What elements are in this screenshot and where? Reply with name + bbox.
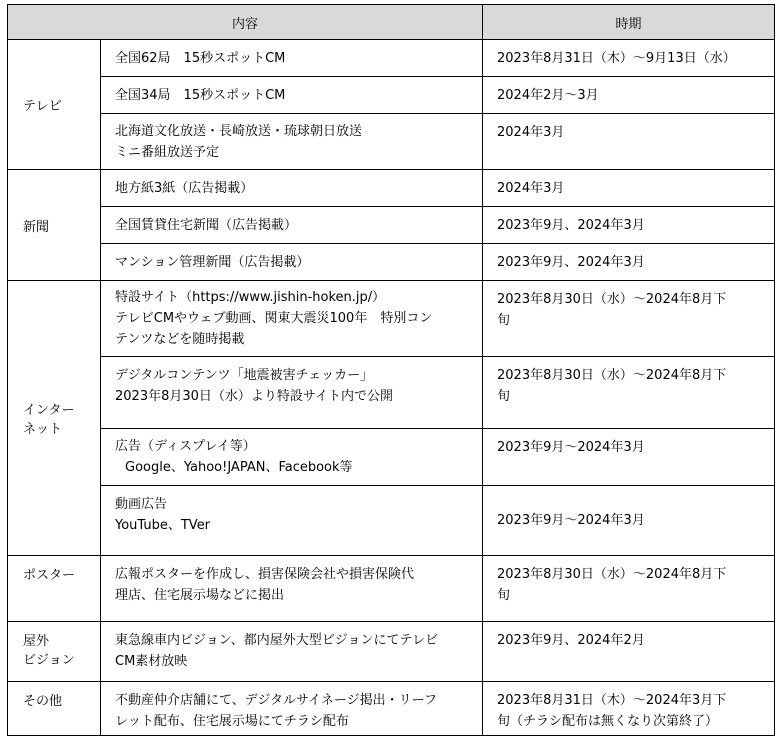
- period-text: 2023年8月30日（水）～2024年8月下: [497, 292, 727, 307]
- header-row: [8, 5, 775, 40]
- content-cell: [101, 622, 483, 682]
- period-text: 2023年8月31日（木）～9月13日（水）: [497, 50, 736, 66]
- period-text: 2024年2月～3月: [497, 87, 599, 103]
- content-cell: [101, 281, 483, 357]
- content-cell: [101, 556, 483, 622]
- period-text: 旬（チラシ配布は無くなり次第終了）: [497, 714, 719, 729]
- content-text: 不動産仲介店舗にて、デジタルサイネージ掲出・リーフ: [115, 693, 438, 708]
- media-label-line: ネット: [23, 422, 63, 437]
- period-cell: [483, 486, 775, 556]
- content-cell: [101, 207, 483, 244]
- header-period: 時期: [483, 5, 775, 40]
- period-text: 2023年9月、2024年2月: [497, 633, 645, 648]
- period-cell: [483, 682, 775, 736]
- content-text: マンション管理新聞（広告掲載）: [115, 254, 310, 270]
- content-text: デジタルコンテンツ「地震被害チェッカー」: [115, 368, 374, 383]
- period-text: 旬: [497, 588, 511, 603]
- period-text: 2023年8月30日（水）～2024年8月下: [497, 368, 727, 383]
- table-row: [8, 622, 775, 682]
- table-row: [8, 244, 775, 281]
- content-text: テンツなどを随時掲載: [115, 332, 245, 347]
- content-text: 全国賃貸住宅新聞（広告掲載）: [115, 217, 298, 233]
- header-content: 内容: [8, 5, 483, 40]
- media-label: その他: [8, 682, 101, 736]
- table-row: [8, 486, 775, 556]
- content-text: レット配布、住宅展示場にてチラシ配布: [115, 714, 349, 729]
- content-text: CM素材放映: [115, 654, 188, 669]
- period-text: 2023年8月31日（木）～2024年3月下: [497, 693, 727, 708]
- content-cell: [101, 114, 483, 170]
- period-cell: [483, 244, 775, 281]
- period-text: 2023年9月～2024年3月: [497, 440, 645, 455]
- period-cell: [483, 207, 775, 244]
- content-text: 理店、住宅展示場などに掲出: [115, 588, 285, 603]
- content-text: 全国62局 15秒スポットCM: [115, 50, 286, 66]
- table-row: [8, 40, 775, 77]
- period-text: 2024年3月: [497, 180, 565, 196]
- table-row: [8, 170, 775, 207]
- media-label: [8, 622, 101, 682]
- table-row: [8, 207, 775, 244]
- content-cell: [101, 357, 483, 429]
- period-text: 2024年3月: [497, 125, 565, 140]
- period-text: 2023年9月、2024年3月: [497, 217, 645, 233]
- content-text: YouTube、TVer: [115, 518, 211, 533]
- period-cell: [483, 622, 775, 682]
- content-cell: [101, 429, 483, 486]
- period-text: 2023年9月～2024年3月: [497, 513, 645, 528]
- content-cell: [101, 77, 483, 114]
- content-cell: [101, 244, 483, 281]
- content-cell: [101, 40, 483, 77]
- media-label-line: 屋外: [23, 634, 50, 649]
- media-label: [8, 281, 101, 556]
- content-text: 動画広告: [115, 497, 168, 512]
- content-text: 地方紙3紙（広告掲載）: [115, 180, 254, 196]
- content-text: 広報ポスターを作成し、損害保険会社や損害保険代: [115, 567, 415, 582]
- content-text: 北海道文化放送・長崎放送・琉球朝日放送: [115, 123, 363, 139]
- period-cell: [483, 40, 775, 77]
- content-text: 広告（ディスプレイ等）: [115, 439, 256, 454]
- period-cell: [483, 556, 775, 622]
- content-text: 全国34局 15秒スポットCM: [115, 87, 286, 103]
- content-text: テレビCMやウェブ動画、関東大震災100年 特別コン: [115, 311, 433, 326]
- content-text: Google、Yahoo!JAPAN、Facebook等: [125, 460, 353, 475]
- content-text: 2023年8月30日（水）より特設サイト内で公開: [115, 389, 393, 404]
- period-cell: [483, 77, 775, 114]
- period-text: 2023年9月、2024年3月: [497, 254, 645, 270]
- content-cell: [101, 486, 483, 556]
- media-label: 新聞: [8, 170, 101, 281]
- media-schedule-table: [7, 4, 775, 736]
- content-cell: [101, 682, 483, 736]
- period-cell: [483, 281, 775, 357]
- period-cell: [483, 429, 775, 486]
- period-cell: [483, 357, 775, 429]
- table-row: [8, 357, 775, 429]
- table-row: [8, 556, 775, 622]
- table-row: [8, 77, 775, 114]
- content-text: 東急線車内ビジョン、都内屋外大型ビジョンにてテレビ: [115, 633, 439, 648]
- table-row: [8, 114, 775, 170]
- period-text: 旬: [497, 313, 511, 328]
- media-label-line: ビジョン: [23, 653, 75, 668]
- content-cell: [101, 170, 483, 207]
- media-label-line: インター: [23, 403, 75, 418]
- period-cell: [483, 114, 775, 170]
- table-row: [8, 429, 775, 486]
- table-row: [8, 682, 775, 736]
- period-text: 2023年8月30日（水）～2024年8月下: [497, 567, 727, 582]
- period-text: 旬: [497, 389, 511, 404]
- content-text: 特設サイト（https://www.jishin-hoken.jp/）: [115, 290, 386, 305]
- media-label: テレビ: [8, 40, 101, 170]
- table-row: [8, 281, 775, 357]
- period-cell: [483, 170, 775, 207]
- content-text: ミニ番組放送予定: [115, 144, 220, 160]
- media-label: ポスター: [8, 556, 101, 622]
